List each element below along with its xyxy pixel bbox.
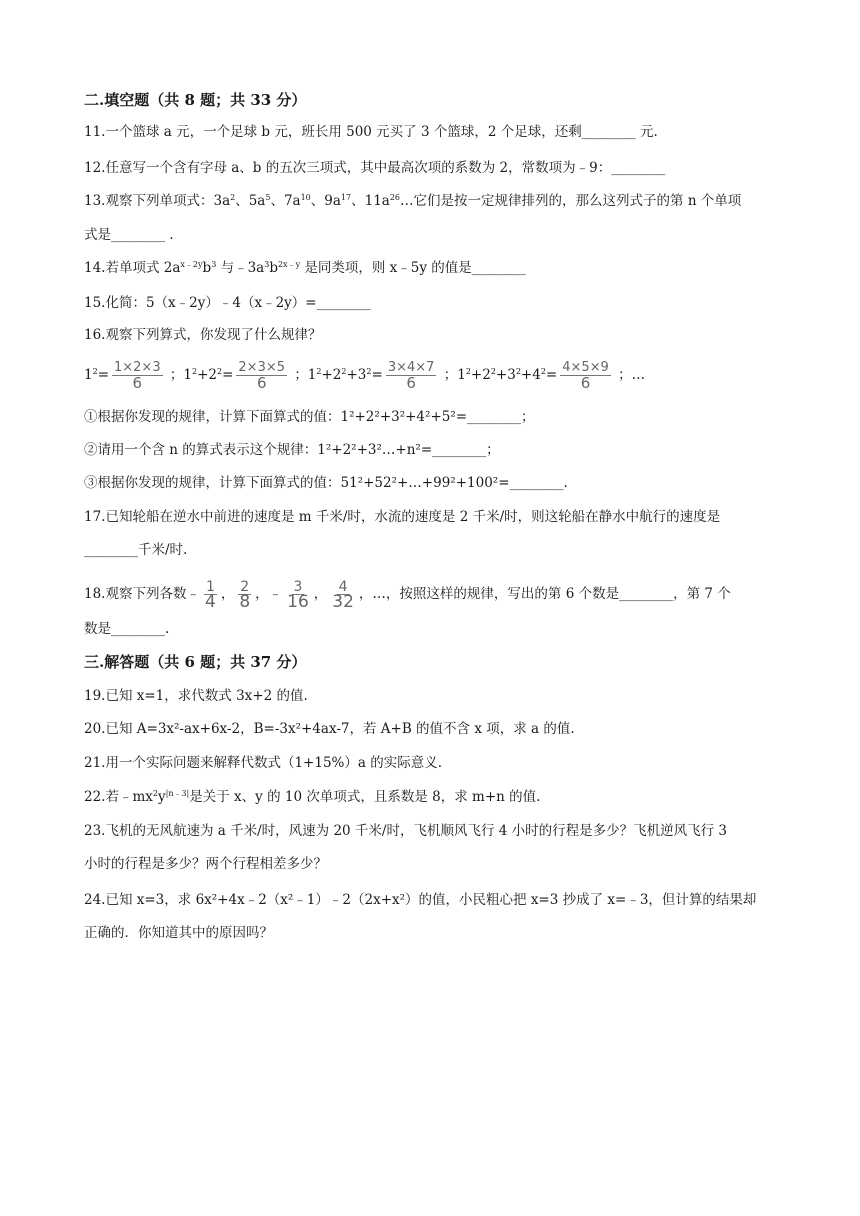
fraction-numerator: 2×3×5 — [238, 360, 286, 375]
q22-exp: 2 — [152, 789, 158, 798]
q18-text: ，…，按照这样的规律，写出的第 6 个数是________，第 7 个 — [358, 586, 731, 602]
q22-text: y — [157, 789, 166, 805]
question-16-sub-1: ①根据你发现的规律，计算下面算式的值：1²+2²+3²+4²+5²=________； — [84, 409, 535, 425]
q13-prefix: 13.观察下列单项式： — [84, 193, 214, 209]
fraction-numerator: 4 — [338, 579, 348, 595]
question-22 — [84, 787, 540, 807]
q16-exp: 2 — [515, 367, 521, 376]
q14-exp: 2x﹣y — [277, 260, 301, 269]
q14-exp: 3 — [264, 260, 270, 269]
q13-exp: 2 — [230, 193, 236, 202]
q16-exp: 2 — [192, 367, 198, 376]
q13-exp: 17 — [340, 193, 352, 202]
fraction-numerator: 1×2×3 — [114, 360, 161, 375]
q18-text: ，﹣ — [255, 586, 283, 602]
q13-term: 、5a — [235, 193, 266, 209]
q13-exp: 10 — [300, 193, 311, 202]
q14-text: 与﹣3a — [216, 260, 265, 276]
question-18-line-1 — [84, 576, 731, 612]
fraction-numerator: 3×4×7 — [387, 360, 435, 375]
q16-exp: 2 — [341, 367, 347, 376]
question-16-sub-2: ②请用一个含 n 的算式表示这个规律：1²+2²+3²…+n²=________； — [84, 442, 500, 458]
q16-exp: 2 — [540, 367, 546, 376]
q13-exp: 5 — [265, 193, 271, 202]
fraction-denominator: 8 — [239, 592, 251, 612]
question-23-line-1: 23.飞机的无风航速为 a 千米/时，风速为 20 千米/时，飞机顺风飞行 4 小时的行程是多少？飞机逆风飞行 3 — [84, 823, 728, 839]
q16-exp: 2 — [490, 367, 496, 376]
q22-text: 22.若﹣mx — [84, 789, 153, 805]
q13-term: 、9a — [310, 193, 341, 209]
q16-fraction — [236, 361, 287, 390]
question-17-line-2: ________千米/时. — [84, 542, 188, 558]
fraction-numerator: 4×5×9 — [562, 360, 609, 375]
q16-text: ；1 — [169, 367, 192, 383]
q14-exp: 3 — [211, 260, 217, 269]
q13-suffix: …它们是按一定规律排列的，那么这列式子的第 n 个单项 — [400, 193, 742, 209]
question-19: 19.已知 x=1，求代数式 3x+2 的值. — [84, 688, 308, 704]
q16-exp: 2 — [316, 367, 322, 376]
question-13-line-1 — [84, 191, 741, 211]
q16-text: +3 — [346, 367, 367, 383]
fraction-numerator: 2 — [240, 579, 250, 595]
question-14 — [84, 258, 526, 278]
q14-exp: x﹣2y — [180, 260, 203, 269]
q13-term: 、11a — [351, 193, 390, 209]
q18-fraction — [237, 579, 252, 612]
fraction-denominator: 6 — [406, 374, 416, 392]
q22-text: 是关于 x、y 的 10 次单项式，且系数是 8，求 m+n 的值. — [189, 789, 541, 805]
q16-exp: 2 — [217, 367, 223, 376]
q16-text: +4 — [520, 367, 541, 383]
question-21: 21.用一个实际问题来解释代数式（1+15%）a 的实际意义. — [84, 755, 443, 771]
q18-text: ， — [313, 586, 328, 602]
question-12: 12.任意写一个含有字母 a、b 的五次三项式，其中最高次项的系数为 2，常数项为﹣9：________ — [84, 160, 666, 176]
q14-text: 是同类项，则 x﹣5y 的值是________ — [300, 260, 526, 276]
fraction-numerator: 1 — [205, 579, 215, 595]
fraction-denominator: 32 — [332, 592, 354, 612]
q16-text: +2 — [197, 367, 217, 383]
fraction-denominator: 16 — [287, 592, 309, 612]
question-23-line-2: 小时的行程是多少？两个行程相差多少？ — [84, 856, 327, 872]
question-11: 11.一个篮球 a 元，一个足球 b 元，班长用 500 元买了 3 个篮球，2 个足球，还剩________ 元. — [84, 124, 658, 140]
fraction-denominator: 4 — [204, 592, 216, 612]
q16-text: +2 — [470, 367, 491, 383]
question-16-equations: $1^2=$ $\frac{1\times 2\times 3}{6}$ ；$1^2+2^2=$ $\frac{2\times 3\times 5}{6}$ ；$1^2+2^2+3^2=$ $\frac{3\times 4\times 7}{6}$ ；$1^2+2^2+3^2+4^2=$ $\frac{4\times 5\times 9}{6}$ ；… — [84, 360, 646, 392]
question-24-line-1: 24.已知 x=3，求 6x²+4x﹣2（x²﹣1）﹣2（2x+x²）的值，小民粗心把 x=3 抄成了 x=﹣3，但计算的结果却 — [84, 892, 757, 908]
q16-exp: 2 — [366, 367, 372, 376]
q16-fraction — [386, 361, 437, 390]
q18-fraction — [203, 579, 218, 612]
q13-term: 3a — [213, 193, 231, 209]
q14-text: b — [269, 260, 278, 276]
q18-text: 18.观察下列各数﹣ — [84, 586, 200, 602]
q16-text: ；… — [618, 367, 646, 383]
fraction-numerator: 3 — [293, 579, 303, 595]
q18-fraction — [285, 579, 311, 612]
q16-fraction — [112, 361, 163, 390]
q16-exp: 2 — [465, 367, 471, 376]
question-18-line-2: 数是________. — [84, 621, 170, 637]
question-16-intro: 16.观察下列算式，你发现了什么规律？ — [84, 327, 322, 343]
q16-exp: 2 — [92, 367, 98, 376]
fraction-denominator: 6 — [580, 374, 591, 392]
section-2-heading: 二.填空题（共 8 题；共 33 分） — [84, 91, 307, 109]
q22-exp: |n﹣3| — [165, 789, 190, 798]
q13-term: 、7a — [270, 193, 301, 209]
q16-text: ；1 — [443, 367, 466, 383]
question-24-line-2: 正确的．你知道其中的原因吗？ — [84, 925, 273, 941]
q16-text: +3 — [495, 367, 516, 383]
fraction-denominator: 6 — [256, 374, 267, 392]
q14-text: b — [202, 260, 212, 276]
q13-exp: 26 — [389, 193, 401, 202]
q16-text: 1 — [84, 367, 93, 383]
question-15: 15.化简：5（x﹣2y）﹣4（x﹣2y）=________ — [84, 295, 371, 311]
q18-text: ， — [220, 586, 235, 602]
q14-text: 14.若单项式 2a — [84, 260, 181, 276]
q16-text: +2 — [321, 367, 342, 383]
fraction-denominator: 6 — [132, 374, 143, 392]
section-3-heading: 三.解答题（共 6 题；共 37 分） — [84, 653, 307, 671]
q16-fraction — [560, 361, 611, 390]
question-13-line-2: 式是________ . — [84, 227, 174, 243]
question-17-line-1: 17.已知轮船在逆水中前进的速度是 m 千米/时，水流的速度是 2 千米/时，则这轮船在静水中航行的速度是 — [84, 509, 721, 525]
question-16-sub-3: ③根据你发现的规律，计算下面算式的值：51²+52²+…+99²+100²=________. — [84, 475, 568, 491]
question-20: 20.已知 A=3x²-ax+6x-2，B=-3x²+4ax-7，若 A+B 的值不含 x 项，求 a 的值. — [84, 721, 575, 737]
q16-text: ；1 — [294, 367, 317, 383]
q18-fraction — [330, 579, 356, 612]
